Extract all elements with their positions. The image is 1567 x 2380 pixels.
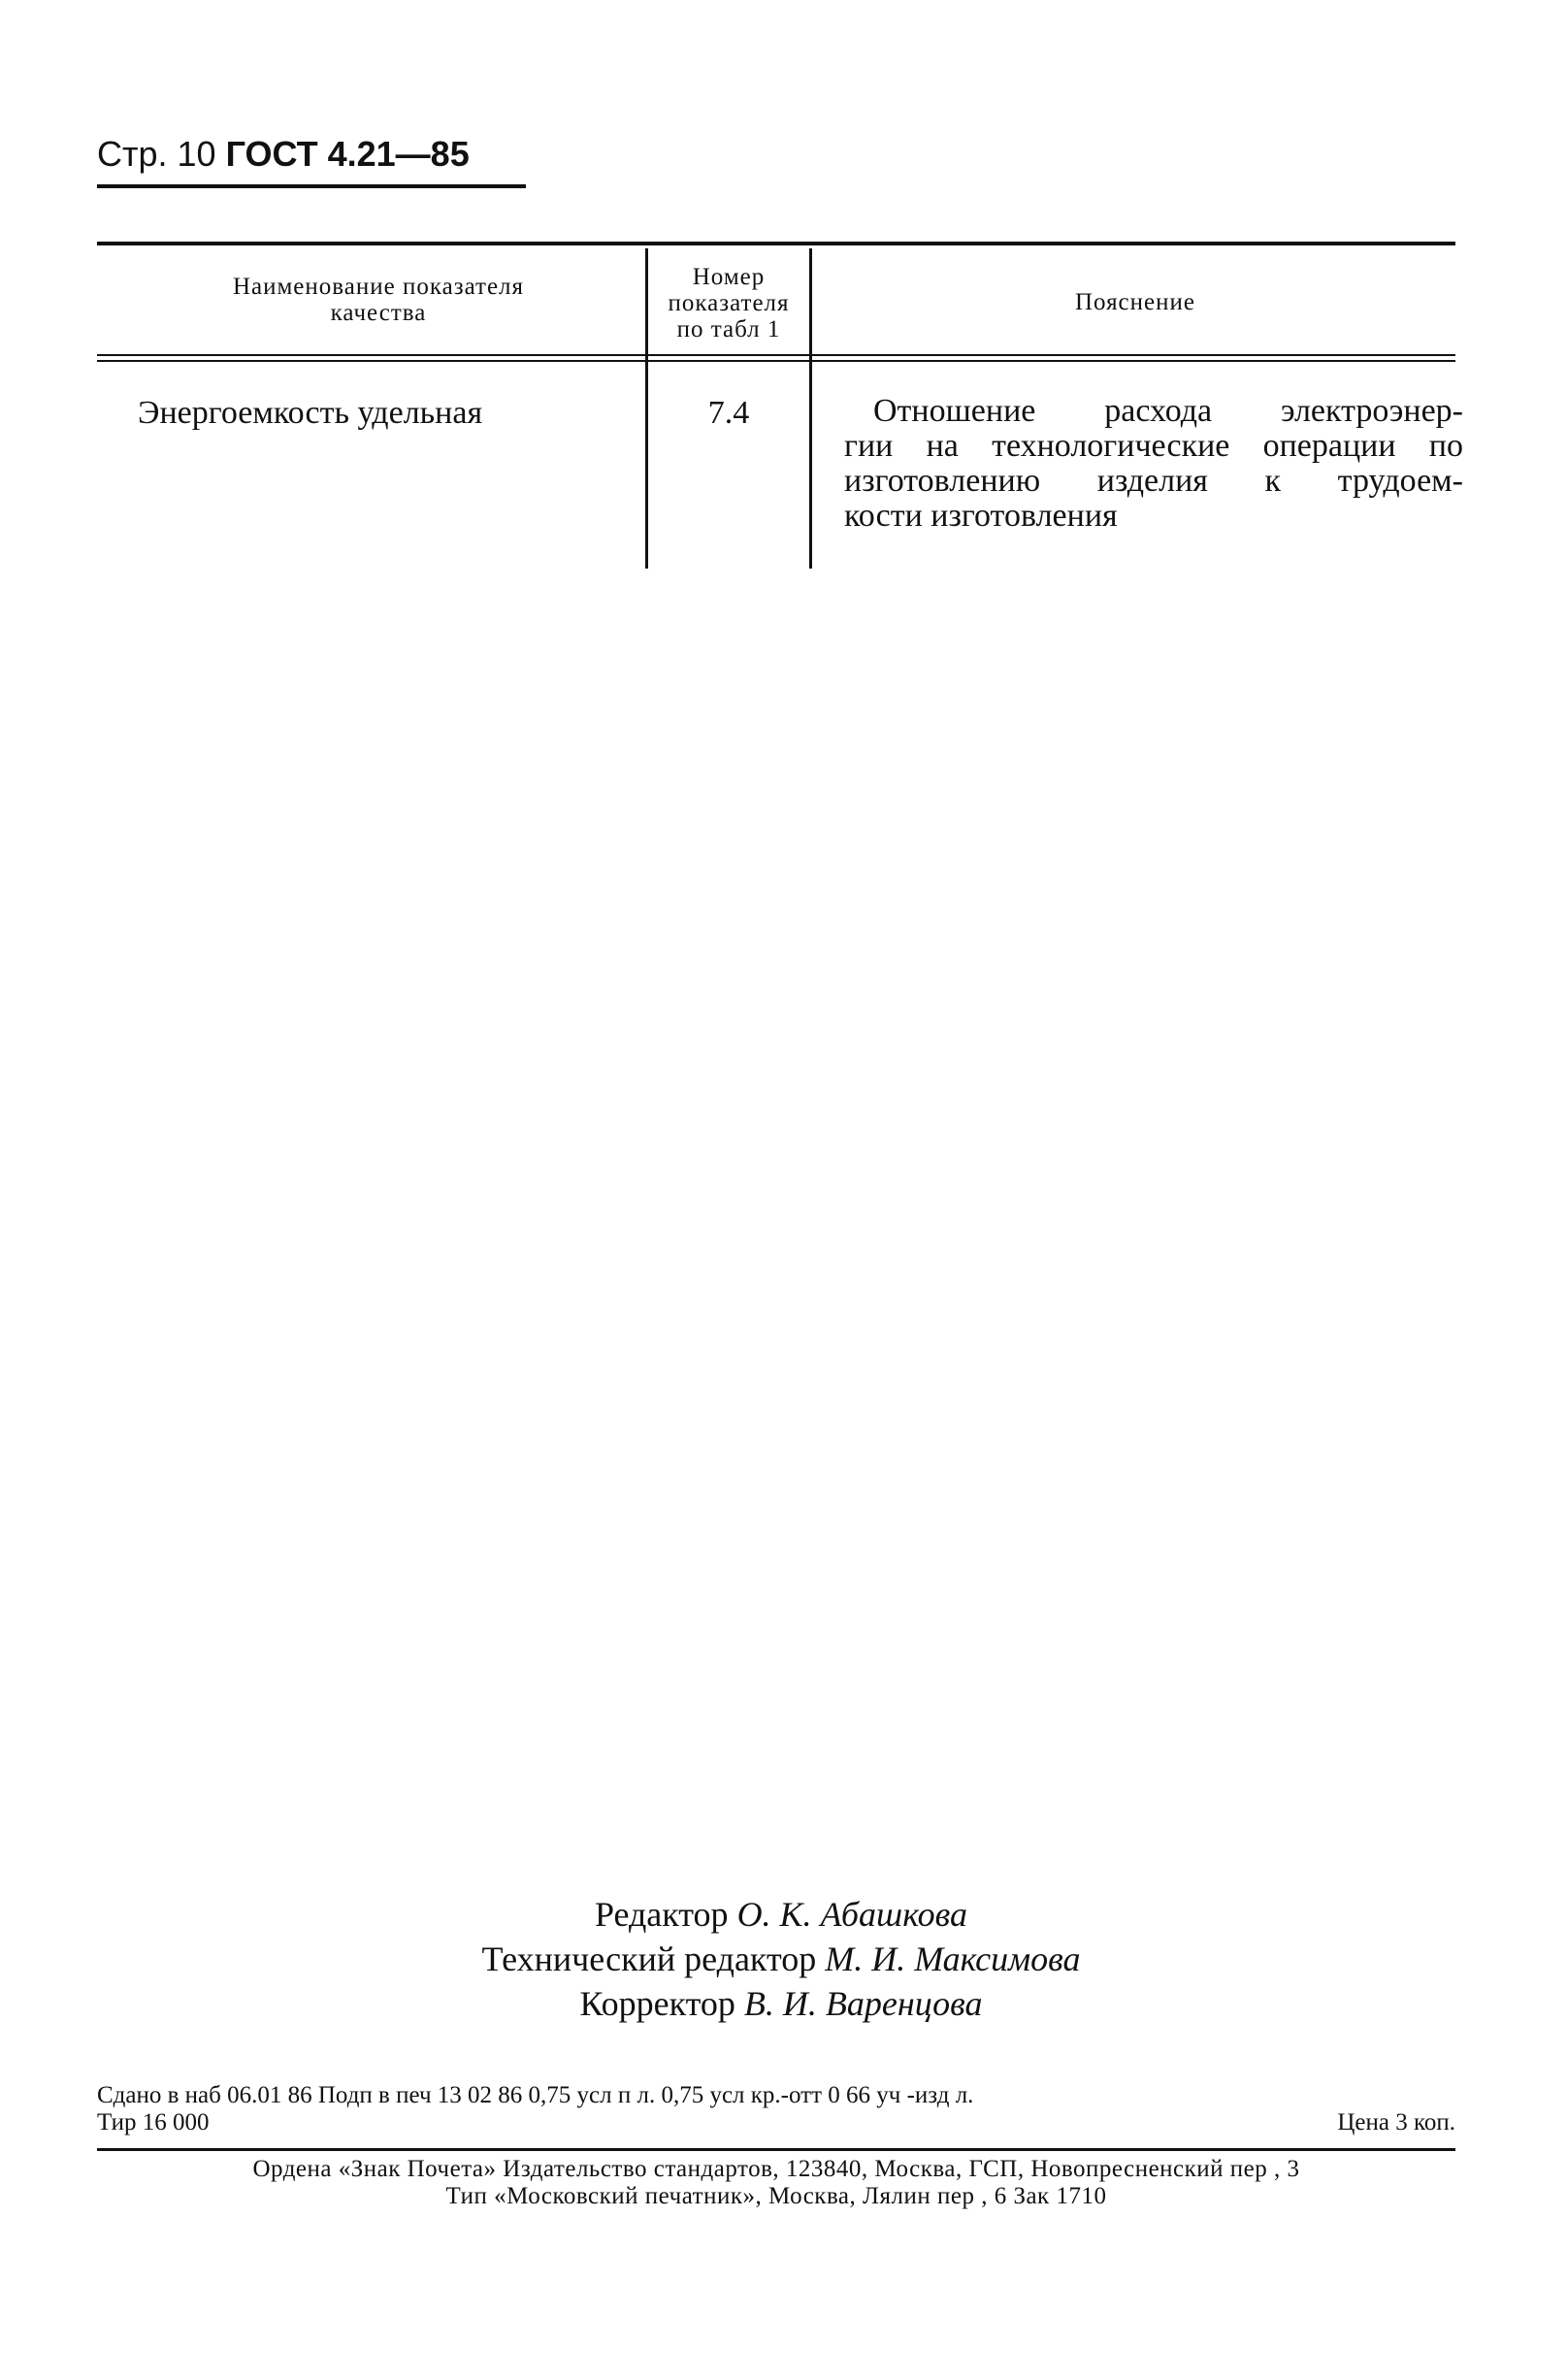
explanation-line: гии на технологические операции по [844, 428, 1463, 464]
print-run: Тир 16 000 [97, 2109, 210, 2135]
table-cell-number: 7.4 [707, 395, 750, 431]
explanation-line: кости изготовления [844, 498, 1118, 534]
publisher-line-2: Тип «Московский печатник», Москва, Лялин пер , 6 Зак 1710 [445, 2183, 1107, 2209]
page-header [97, 134, 470, 175]
print-dates: Сдано в наб 06.01 86 Подп в печ 13 02 86 0,75 усл п л. 0,75 усл кр.-отт 0 66 уч -изд л. [97, 2082, 974, 2108]
footer-rule [97, 2148, 1455, 2151]
credit-technical-editor: Технический редактор М. И. Максимова [481, 1940, 1081, 1978]
credit-proofreader: Корректор В. И. Варенцова [579, 1984, 983, 2023]
explanation-line: изготовлению изделия к трудоем- [844, 463, 1463, 499]
table-top-rule [97, 242, 1455, 245]
explanation-line: Отношение расхода электроэнер- [873, 393, 1463, 429]
table-header-rule-double [97, 360, 1455, 362]
table-cell-explanation [844, 394, 1463, 534]
print-info-line-1 [97, 2082, 1455, 2109]
header-rule [97, 184, 526, 188]
table-cell-name: Энергоемкость удельная [138, 395, 483, 431]
credit-editor: Редактор О. К. Абашкова [594, 1895, 968, 1934]
standard-code: ГОСТ 4.21—85 [225, 134, 470, 174]
column-header-number: Номер показателя по табл 1 [668, 264, 790, 342]
publisher-block [97, 2156, 1455, 2210]
price: Цена 3 коп. [1337, 2109, 1455, 2135]
column-header-explanation: Пояснение [1074, 289, 1195, 315]
page-number: Стр. 10 [97, 134, 216, 174]
column-header-name: Наименование показателя качества [232, 274, 525, 326]
credits-block [194, 1892, 1368, 2026]
column-divider-2 [809, 248, 812, 569]
print-info-line-2 [97, 2109, 1455, 2136]
publisher-line-1: Ордена «Знак Почета» Издательство стандартов, 123840, Москва, ГСП, Новопресненский пер , 3 [252, 2156, 1300, 2182]
table-header-rule [97, 354, 1455, 356]
